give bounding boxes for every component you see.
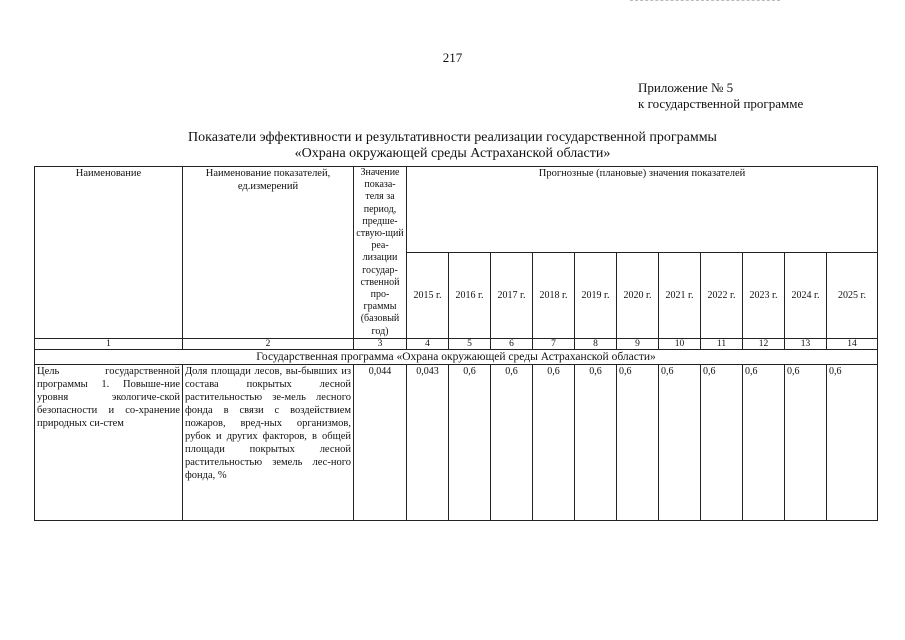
value-cell-2023: 0,6 <box>743 364 785 520</box>
value-cell-2021: 0,6 <box>659 364 701 520</box>
value-cell-2022: 0,6 <box>701 364 743 520</box>
goal-name-cell: Цель государственной программы 1. Повыше-ние уровня экологиче-ской безопасности и со-хранение природных си-стем <box>35 364 183 520</box>
column-number: 13 <box>785 338 827 349</box>
column-number: 1 <box>35 338 183 349</box>
header-year: 2022 г. <box>701 252 743 338</box>
appendix-line-2: к государственной программе <box>638 96 804 111</box>
value-cell-2018: 0,6 <box>533 364 575 520</box>
value-cell-2017: 0,6 <box>491 364 533 520</box>
value-cell-2016: 0,6 <box>449 364 491 520</box>
column-number: 2 <box>183 338 354 349</box>
table-row <box>35 364 878 520</box>
value-cell-2020: 0,6 <box>617 364 659 520</box>
header-year: 2019 г. <box>575 252 617 338</box>
header-year: 2025 г. <box>827 252 878 338</box>
header-year: 2017 г. <box>491 252 533 338</box>
column-number: 12 <box>743 338 785 349</box>
column-number-row <box>35 338 878 349</box>
indicators-table <box>34 166 878 521</box>
page-number: 217 <box>442 50 463 65</box>
column-number: 7 <box>533 338 575 349</box>
header-year: 2021 г. <box>659 252 701 338</box>
column-number: 3 <box>354 338 407 349</box>
scan-artifact-line <box>630 0 780 1</box>
header-year: 2018 г. <box>533 252 575 338</box>
value-cell-2025: 0,6 <box>827 364 878 520</box>
header-year: 2020 г. <box>617 252 659 338</box>
base-value-cell: 0,044 <box>354 364 407 520</box>
program-row <box>35 349 878 364</box>
column-number: 11 <box>701 338 743 349</box>
program-title: Государственная программа «Охрана окружающей среды Астраханской области» <box>35 349 878 364</box>
header-name: Наименование <box>35 167 183 339</box>
column-number: 4 <box>407 338 449 349</box>
document-title <box>0 130 905 162</box>
column-number: 5 <box>449 338 491 349</box>
header-year: 2024 г. <box>785 252 827 338</box>
appendix-line-1: Приложение № 5 <box>638 80 734 95</box>
value-cell-2015: 0,043 <box>407 364 449 520</box>
column-number: 6 <box>491 338 533 349</box>
value-cell-2019: 0,6 <box>575 364 617 520</box>
column-number: 9 <box>617 338 659 349</box>
title-line-2: «Охрана окружающей среды Астраханской области» <box>294 146 611 161</box>
header-forecast: Прогнозные (плановые) значения показателей <box>407 167 878 253</box>
title-line-1: Показатели эффективности и результативности реализации государственной программы <box>188 130 717 145</box>
column-number: 10 <box>659 338 701 349</box>
header-indicator: Наименование показателей, ед.измерений <box>183 167 354 339</box>
column-number: 14 <box>827 338 878 349</box>
header-year: 2016 г. <box>449 252 491 338</box>
indicator-name-cell: Доля площади лесов, вы-бывших из состава покрытых лесной растительностью зе-мель лесного фонда в связи с воздействием пожаров, вред-ных организмов, рубок и других факторов, в общей площади покрытых лесной растительностью земель лес-ного фонда, % <box>183 364 354 520</box>
value-cell-2024: 0,6 <box>785 364 827 520</box>
column-number: 8 <box>575 338 617 349</box>
header-base-value: Значение показа-теля за период, предше-ствую-щий реа-лизации государ-ственной про-граммы (базовый год) <box>354 167 407 339</box>
header-row-1 <box>35 167 878 253</box>
header-year: 2015 г. <box>407 252 449 338</box>
appendix-note <box>638 80 803 112</box>
header-year: 2023 г. <box>743 252 785 338</box>
